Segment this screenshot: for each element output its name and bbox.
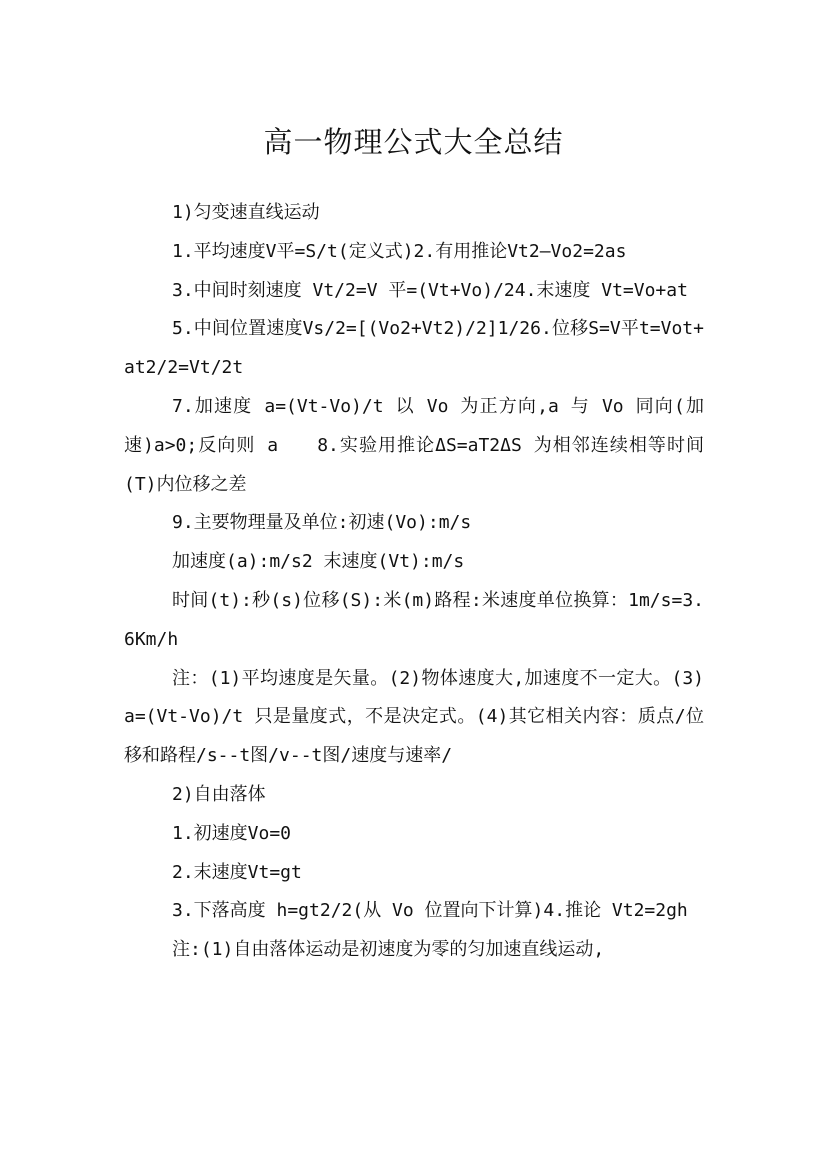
paragraph: 7.加速度 a=(Vt-Vo)/t 以 Vo 为正方向,a 与 Vo 同向(加速)a>0;反向则 a 8.实验用推论ΔS=aT2ΔS 为相邻连续相等时间(T)内位移之差: [124, 395, 704, 495]
paragraph: 加速度(a):m/s2 末速度(Vt):m/s: [172, 551, 465, 573]
paragraph: 9.主要物理量及单位:初速(Vo):m/s: [172, 512, 472, 534]
paragraph: 1.平均速度V平=S/t(定义式)2.有用推论Vt2–Vo2=2as: [172, 240, 627, 262]
document-title: 高一物理公式大全总结: [263, 125, 564, 160]
paragraph: 1)匀变速直线运动: [172, 202, 320, 223]
paragraph: 注：(1)平均速度是矢量。(2)物体速度大,加速度不一定大。(3)a=(Vt-Vo)/t 只是量度式，不是决定式。(4)其它相关内容：质点/位移和路程/s--t图/v--t图/速度与速率/: [124, 667, 704, 767]
paragraph: 2)自由落体: [172, 783, 266, 805]
paragraph: 注:(1)自由落体运动是初速度为零的匀加速直线运动,: [172, 939, 605, 961]
paragraph: 3.中间时刻速度 Vt/2=V 平=(Vt+Vo)/24.末速度 Vt=Vo+at: [172, 279, 688, 301]
document-body: [124, 194, 704, 970]
paragraph: 3.下落高度 h=gt2/2(从 Vo 位置向下计算)4.推论 Vt2=2gh: [172, 900, 688, 922]
paragraph: 5.中间位置速度Vs/2=[(Vo2+Vt2)/2]1/26.位移S=V平t=Vot+at2/2=Vt/2t: [124, 318, 704, 379]
paragraph: 2.末速度Vt=gt: [172, 861, 302, 883]
paragraph: 时间(t):秒(s)位移(S):米(m)路程:米速度单位换算：1m/s=3.6Km/h: [124, 589, 704, 650]
paragraph: 1.初速度Vo=0: [172, 822, 292, 844]
